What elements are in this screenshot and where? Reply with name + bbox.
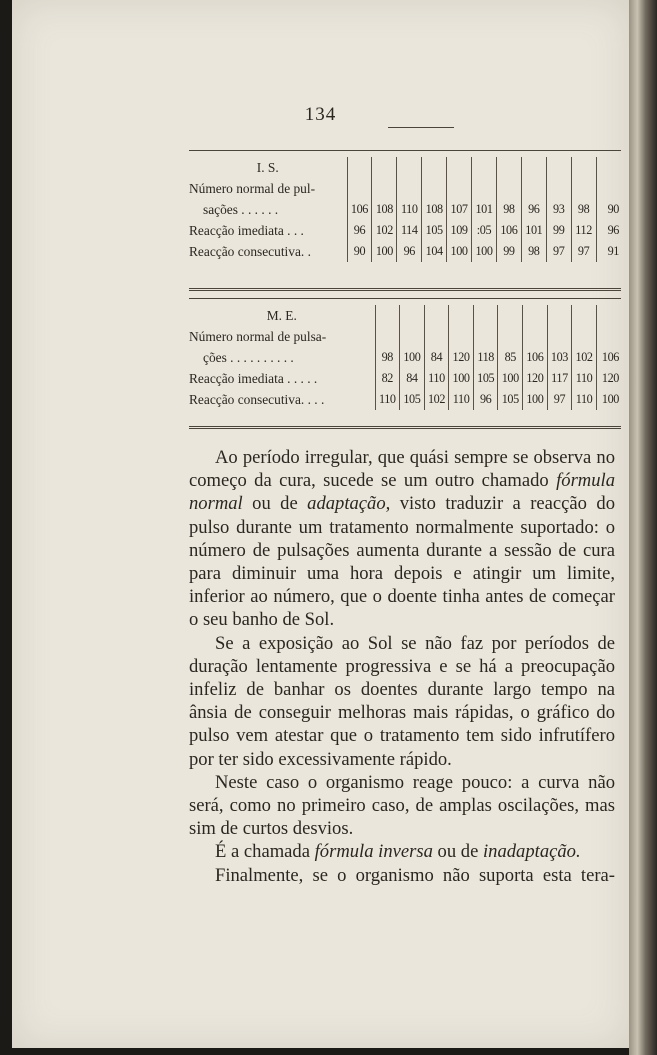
table-cell-value: 101: [472, 199, 497, 220]
table-cell-empty: [473, 326, 498, 347]
row-label: Reacção consecutiva. . . .: [189, 392, 325, 407]
table-cell-empty: [424, 326, 449, 347]
table-cell-value: 104: [422, 241, 447, 262]
table-cell-empty: [347, 178, 372, 199]
table-cell-value: 105: [473, 368, 498, 389]
table-cell-value: 110: [424, 368, 449, 389]
table-cell-value: 107: [447, 199, 472, 220]
row-label: Reacção imediata . . . . .: [189, 371, 318, 386]
table-cell-value: 96: [397, 241, 422, 262]
table-cell-value: 90: [596, 199, 621, 220]
table-cell-empty: [372, 178, 397, 199]
table-cell-empty: [546, 178, 571, 199]
table-cell-empty: [571, 178, 596, 199]
table-cell-value: 103: [547, 347, 572, 368]
table-cell-empty: [596, 326, 621, 347]
table-cell-value: 97: [546, 241, 571, 262]
row-label: Número normal de pul-: [189, 181, 316, 196]
table-row: [189, 389, 621, 410]
table-cell-empty: [572, 326, 597, 347]
table-cell-empty: [422, 157, 447, 178]
table-cell-empty: [572, 305, 597, 326]
table-row: [189, 241, 621, 262]
table-cell-value: 102: [572, 347, 597, 368]
table-cell-value: 106: [596, 347, 621, 368]
table-cell-value: 102: [372, 220, 397, 241]
table-title: I. S.: [256, 160, 279, 175]
table-cell-value: 105: [498, 389, 523, 410]
page-number: 134: [304, 104, 337, 125]
table-cell-empty: [449, 305, 474, 326]
table-cell-value: 100: [498, 368, 523, 389]
table-cell-value: 108: [422, 199, 447, 220]
table-cell-empty: [596, 305, 621, 326]
table-cell-empty: [496, 178, 521, 199]
table-cell-value: 98: [571, 199, 596, 220]
table-row: [189, 368, 621, 389]
table-cell-value: 120: [449, 347, 474, 368]
table-cell-empty: [496, 157, 521, 178]
table-cell-empty: [521, 178, 546, 199]
table-cell-value: 120: [596, 368, 621, 389]
pulse-table-is: [189, 157, 621, 262]
table-cell-empty: [447, 178, 472, 199]
table-cell-value: 102: [424, 389, 449, 410]
table-cell-value: 114: [397, 220, 422, 241]
paragraph: [189, 840, 615, 863]
text-run: visto traduzir a reacção do pulso durante um tratamento normalmente suportado: o número de pulsações aumenta durante a sessão de cura para diminuir uma hora depois e atingir um limite, inferior ao número, que o doente tinha antes de começar o seu banho de Sol.: [189, 493, 615, 631]
paragraph: [189, 632, 615, 771]
table-cell-value: 106: [347, 199, 372, 220]
emphasized-term: inadaptação.: [483, 841, 581, 863]
table-cell-value: 117: [547, 368, 572, 389]
table-2-top-rule: [189, 298, 621, 299]
row-label: sações . . . . . .: [203, 202, 279, 217]
table-cell-value: 97: [571, 241, 596, 262]
table-cell-empty: [372, 157, 397, 178]
text-run: É a chamada: [215, 841, 315, 863]
table-cell-empty: [400, 305, 425, 326]
body-text: [189, 446, 615, 887]
emphasized-term: fórmula normal: [189, 470, 615, 515]
paragraph: [189, 446, 615, 632]
table-row: [189, 178, 621, 199]
table-cell-empty: [547, 326, 572, 347]
table-row: [189, 326, 621, 347]
table-cell-value: 110: [572, 389, 597, 410]
table-cell-value: 112: [571, 220, 596, 241]
text-run: Se a exposição ao Sol se não faz por períodos de duração lentamente progressiva e se há a preocupação infeliz de banhar os doentes durante largo tempo na ânsia de conseguir melhoras mais rápidas, o gráfico do pulso vem atestar que o tratamento tem sido infrutífero por ter sido excessivamente rápido.: [189, 632, 615, 770]
table-cell-empty: [447, 157, 472, 178]
row-label: Reacção imediata . . .: [189, 223, 304, 238]
table-cell-value: 93: [546, 199, 571, 220]
table-cell-value: 106: [496, 220, 521, 241]
table-cell-value: 106: [523, 347, 548, 368]
text-run: ou de: [242, 493, 308, 515]
table-cell-empty: [375, 305, 400, 326]
table-title-row: [189, 305, 621, 326]
table-cell-value: 84: [424, 347, 449, 368]
paragraph: [189, 771, 615, 841]
table-cell-value: 108: [372, 199, 397, 220]
table-cell-empty: [472, 157, 497, 178]
table-cell-value: 100: [372, 241, 397, 262]
table-cell-value: 85: [498, 347, 523, 368]
table-cell-empty: [596, 178, 621, 199]
table-cell-value: 109: [447, 220, 472, 241]
table-cell-empty: [449, 326, 474, 347]
table-cell-empty: [571, 157, 596, 178]
table-cell-value: 98: [375, 347, 400, 368]
table-cell-empty: [523, 326, 548, 347]
table-cell-value: 110: [375, 389, 400, 410]
row-label: ções . . . . . . . . . .: [203, 350, 294, 365]
table-cell-empty: [498, 326, 523, 347]
table-row: [189, 347, 621, 368]
text-run: Ao período irregular, que quási sempre se observa no começo da cura, sucede se um outro chamado: [189, 447, 615, 492]
table-1-top-rule: [189, 150, 621, 151]
text-run: Finalmente, se o organismo não suporta esta tera-: [215, 864, 615, 886]
table-cell-value: 91: [596, 241, 621, 262]
table-cell-value: 99: [546, 220, 571, 241]
pulse-table-me: [189, 305, 621, 410]
table-cell-value: 97: [547, 389, 572, 410]
table-cell-empty: [375, 326, 400, 347]
table-cell-empty: [472, 178, 497, 199]
table-cell-value: 118: [473, 347, 498, 368]
table-cell-value: 96: [347, 220, 372, 241]
table-title: M. E.: [266, 308, 297, 323]
table-cell-value: 82: [375, 368, 400, 389]
table-cell-value: 98: [521, 241, 546, 262]
table-cell-value: 105: [400, 389, 425, 410]
table-cell-empty: [397, 157, 422, 178]
table-cell-empty: [523, 305, 548, 326]
table-cell-empty: [521, 157, 546, 178]
emphasized-term: fórmula inversa: [314, 841, 433, 863]
table-cell-value: 84: [400, 368, 425, 389]
table-cell-empty: [498, 305, 523, 326]
table-cell-empty: [473, 305, 498, 326]
table-cell-value: 100: [447, 241, 472, 262]
row-label: Reacção consecutiva. .: [189, 244, 311, 259]
table-cell-value: 110: [449, 389, 474, 410]
table-cell-empty: [424, 305, 449, 326]
table-cell-value: 96: [521, 199, 546, 220]
page-number-rule: [388, 127, 454, 128]
table-cell-empty: [397, 178, 422, 199]
table-row: [189, 199, 621, 220]
table-cell-value: 110: [572, 368, 597, 389]
table-cell-empty: [347, 157, 372, 178]
text-run: Neste caso o organismo reage pouco: a curva não será, como no primeiro caso, de amplas oscilações, mas sim de curtos desvios.: [189, 771, 615, 840]
emphasized-term: adaptação,: [307, 493, 391, 515]
table-cell-value: 105: [422, 220, 447, 241]
table-cell-value: 100: [449, 368, 474, 389]
table-cell-empty: [422, 178, 447, 199]
table-cell-value: 100: [472, 241, 497, 262]
table-cell-empty: [596, 157, 621, 178]
table-row: [189, 220, 621, 241]
table-cell-value: 96: [596, 220, 621, 241]
table-cell-value: 101: [521, 220, 546, 241]
table-cell-value: 120: [523, 368, 548, 389]
table-cell-value: 96: [473, 389, 498, 410]
table-cell-value: 99: [496, 241, 521, 262]
row-label: Número normal de pulsa-: [189, 329, 327, 344]
text-run: ou de: [432, 841, 483, 863]
table-2-bottom-rule: [189, 426, 621, 429]
table-cell-value: 110: [397, 199, 422, 220]
table-1-bottom-rule: [189, 288, 621, 291]
table-cell-value: 100: [400, 347, 425, 368]
paragraph: [189, 864, 615, 887]
page-edge: [629, 0, 657, 1055]
table-title-row: [189, 157, 621, 178]
table-cell-value: :05: [472, 220, 497, 241]
table-cell-value: 90: [347, 241, 372, 262]
table-cell-value: 98: [496, 199, 521, 220]
table-cell-empty: [547, 305, 572, 326]
table-cell-value: 100: [523, 389, 548, 410]
table-cell-value: 100: [596, 389, 621, 410]
table-cell-empty: [400, 326, 425, 347]
table-cell-empty: [546, 157, 571, 178]
